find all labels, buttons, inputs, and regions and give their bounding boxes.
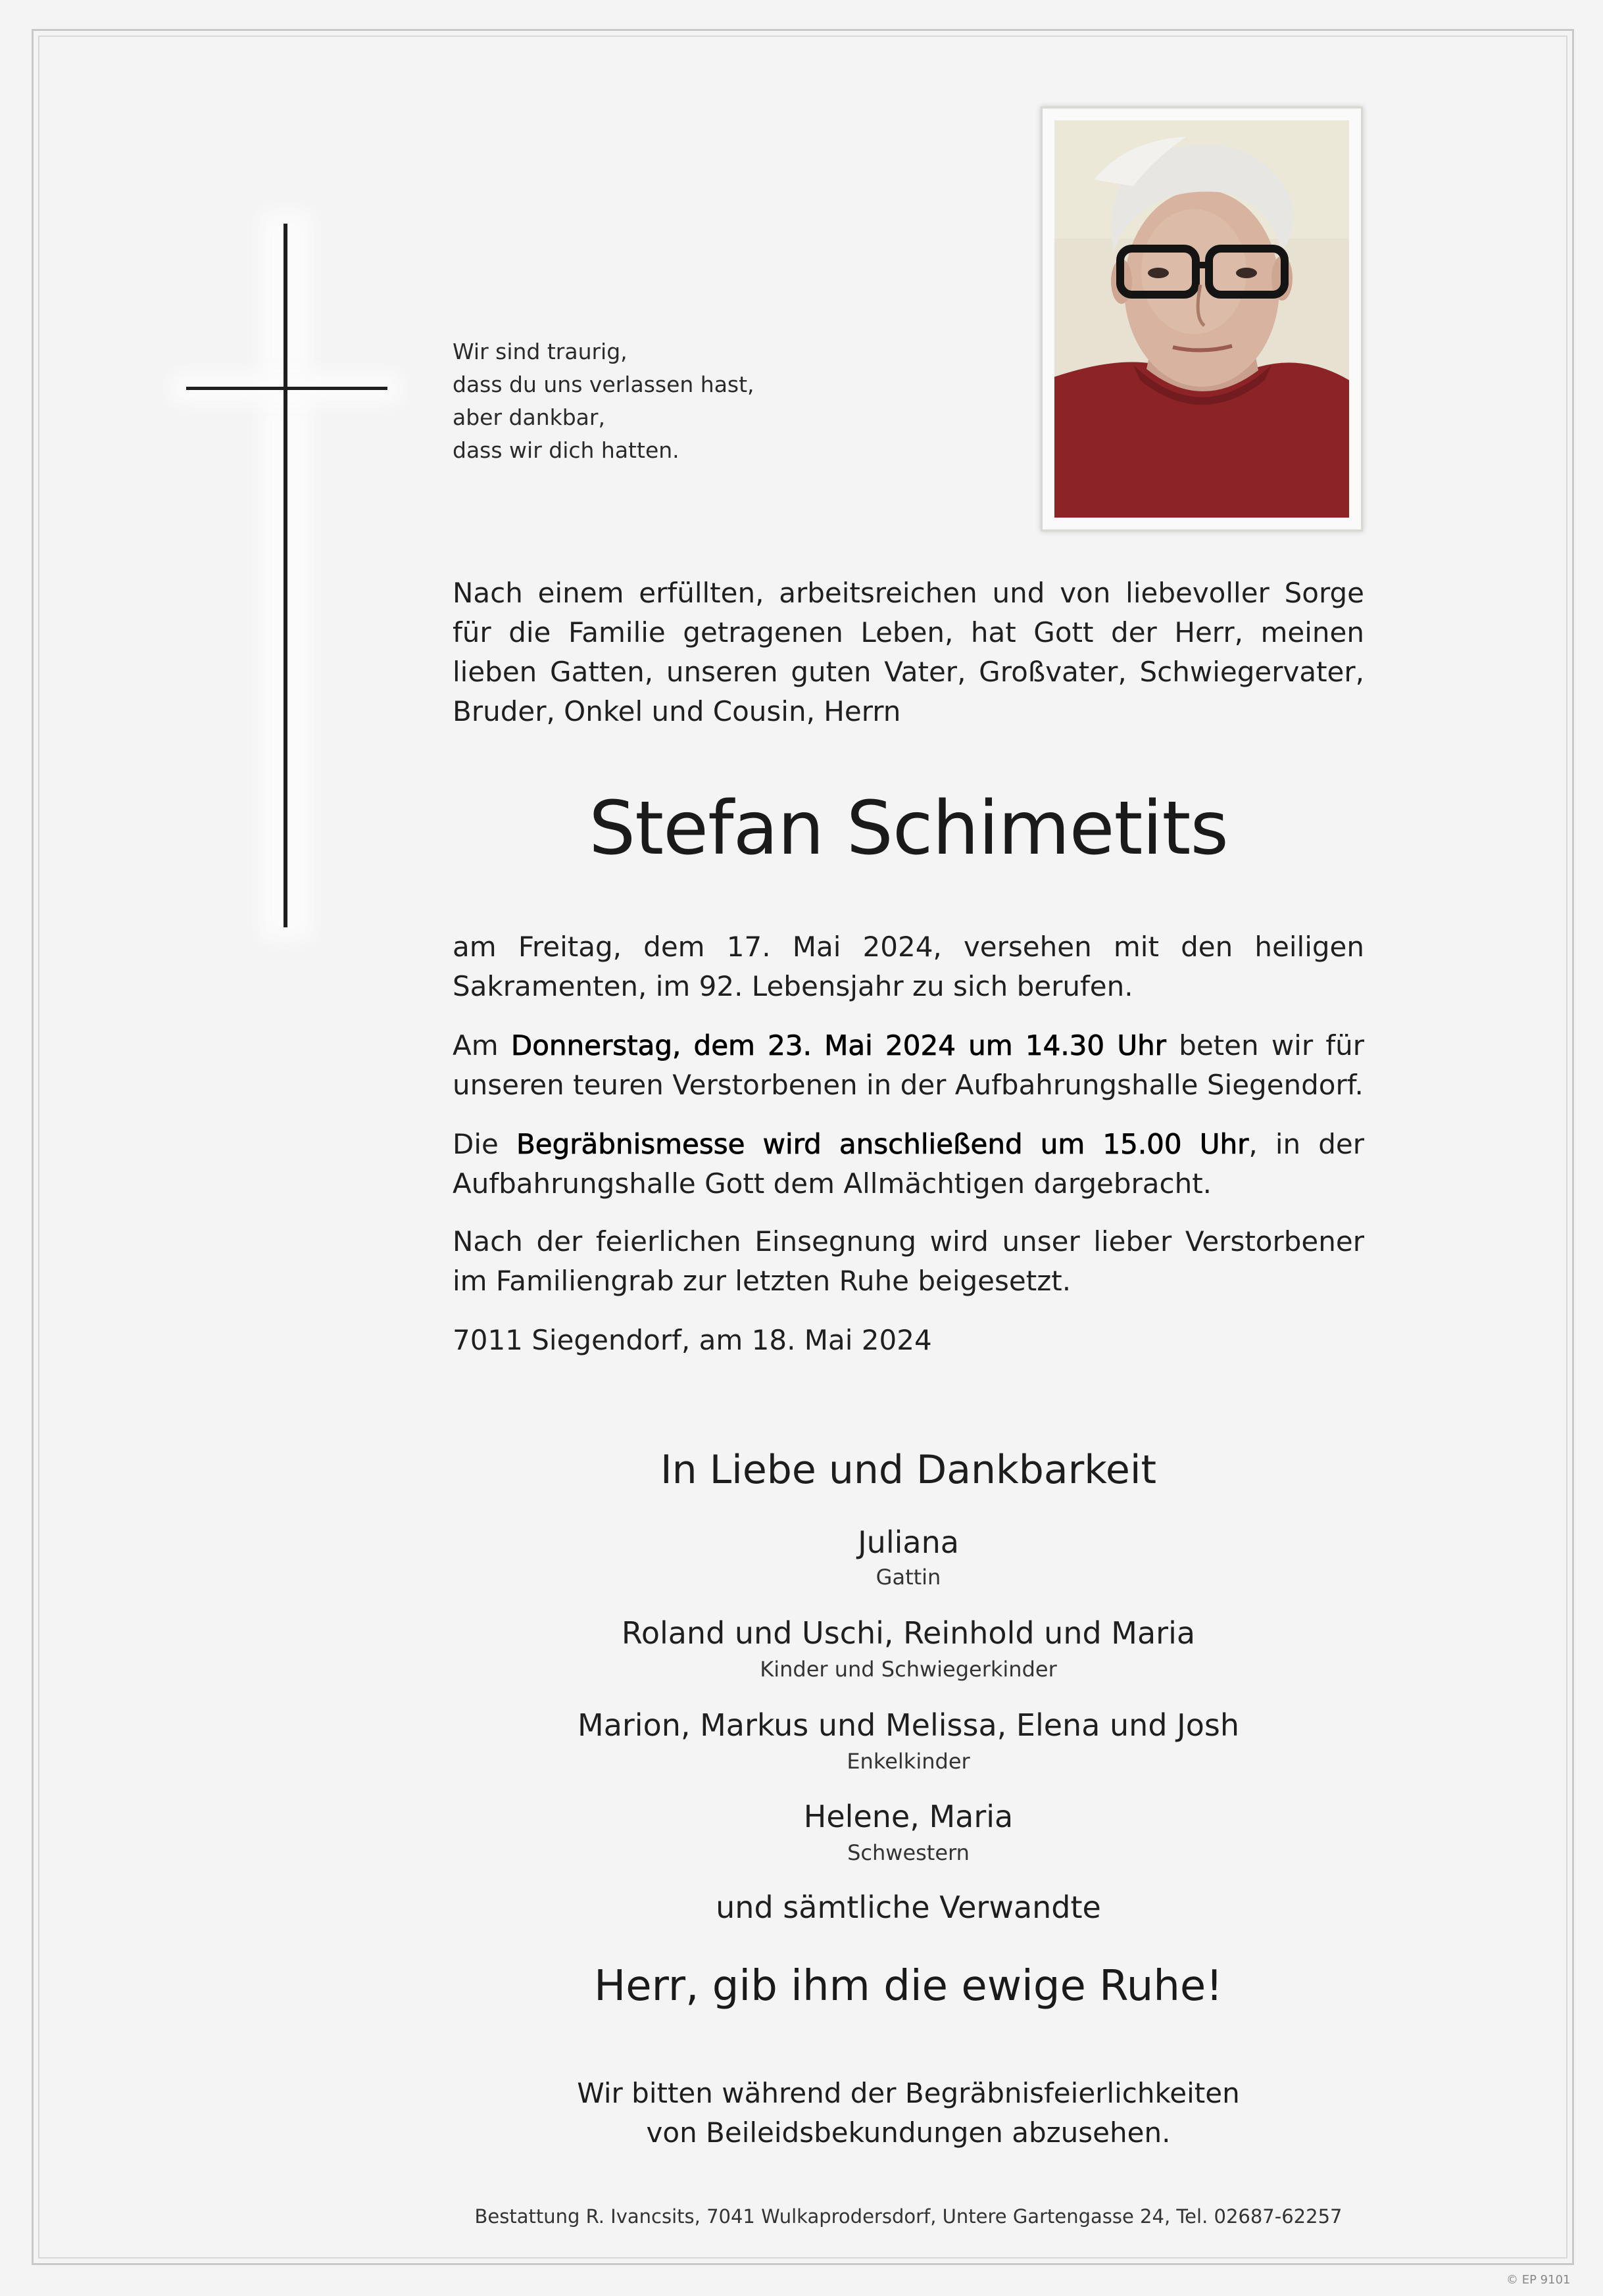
mourner-names: Marion, Markus und Melissa, Elena und Josh (578, 1707, 1239, 1743)
mass-prefix: Die (453, 1128, 516, 1160)
quote-line: aber dankbar, (453, 404, 605, 430)
cross-icon (284, 224, 287, 927)
portrait-photo (1054, 120, 1349, 518)
quote-line: dass wir dich hatten. (453, 437, 679, 463)
mourner-role: Gattin (875, 1565, 941, 1590)
quote-line: Wir sind traurig, (453, 339, 628, 364)
deceased-name: Stefan Schimetits (589, 786, 1228, 871)
intro-paragraph: Nach einem erfüllten, arbeitsreichen und von liebevoller Sorge für die Familie getragenen Leben, hat Gott der Herr, meinen lieben Gatten, unseren guten Vater, Großvater, Schwiegervater, Bruder, Onkel und Cousin, Herrn (453, 577, 1364, 727)
mourner-role: Schwestern (847, 1840, 970, 1865)
mourner-names: Juliana (858, 1525, 959, 1560)
place-date: 7011 Siegendorf, am 18. Mai 2024 (453, 1324, 932, 1356)
quote-line: dass du uns verlassen hast, (453, 372, 754, 397)
prayer-suffix: beten wir für unseren teuren Verstorbenen in der Aufbahrungshalle Siegendorf. (453, 1029, 1364, 1101)
mourner-role: Kinder und Schwiegerkinder (760, 1657, 1057, 1682)
mass-suffix: , in der Aufbahrungshalle Gott dem Allmächtigen dargebracht. (453, 1128, 1364, 1200)
cross-icon-bar (186, 387, 387, 390)
memorial-quote (453, 335, 847, 467)
death-notice: am Freitag, dem 17. Mai 2024, versehen mit den heiligen Sakramenten, im 92. Lebensjahr zu sich berufen. (453, 931, 1364, 1002)
prayer-datetime: Donnerstag, dem 23. Mai 2024 um 14.30 Uhr (510, 1029, 1166, 1062)
condolence-request-line: Wir bitten während der Begräbnisfeierlichkeiten (577, 2077, 1240, 2109)
other-relatives: und sämtliche Verwandte (716, 1890, 1101, 1925)
undertaker-info: Bestattung R. Ivancsits, 7041 Wulkaprodersdorf, Untere Gartengasse 24, Tel. 02687-62257 (474, 2205, 1343, 2228)
print-code: © EP 9101 (1506, 2273, 1571, 2287)
mourner-role: Enkelkinder (847, 1749, 970, 1774)
mourners-title: In Liebe und Dankbarkeit (660, 1447, 1157, 1493)
condolence-request-line: von Beileidsbekundungen abzusehen. (646, 2116, 1171, 2149)
mass-notice (453, 1125, 1364, 1204)
closing-prayer: Herr, gib ihm die ewige Ruhe! (594, 1962, 1223, 2011)
mass-time: Begräbnismesse wird anschließend um 15.00 Uhr (516, 1128, 1249, 1160)
burial-notice: Nach der feierlichen Einsegnung wird unser lieber Verstorbener im Familiengrab zur letzten Ruhe beigesetzt. (453, 1225, 1364, 1297)
prayer-prefix: Am (453, 1029, 511, 1062)
portrait-frame (1041, 107, 1363, 531)
mourner-names: Helene, Maria (803, 1799, 1014, 1834)
prayer-notice (453, 1026, 1364, 1105)
mourner-names: Roland und Uschi, Reinhold und Maria (621, 1615, 1196, 1651)
